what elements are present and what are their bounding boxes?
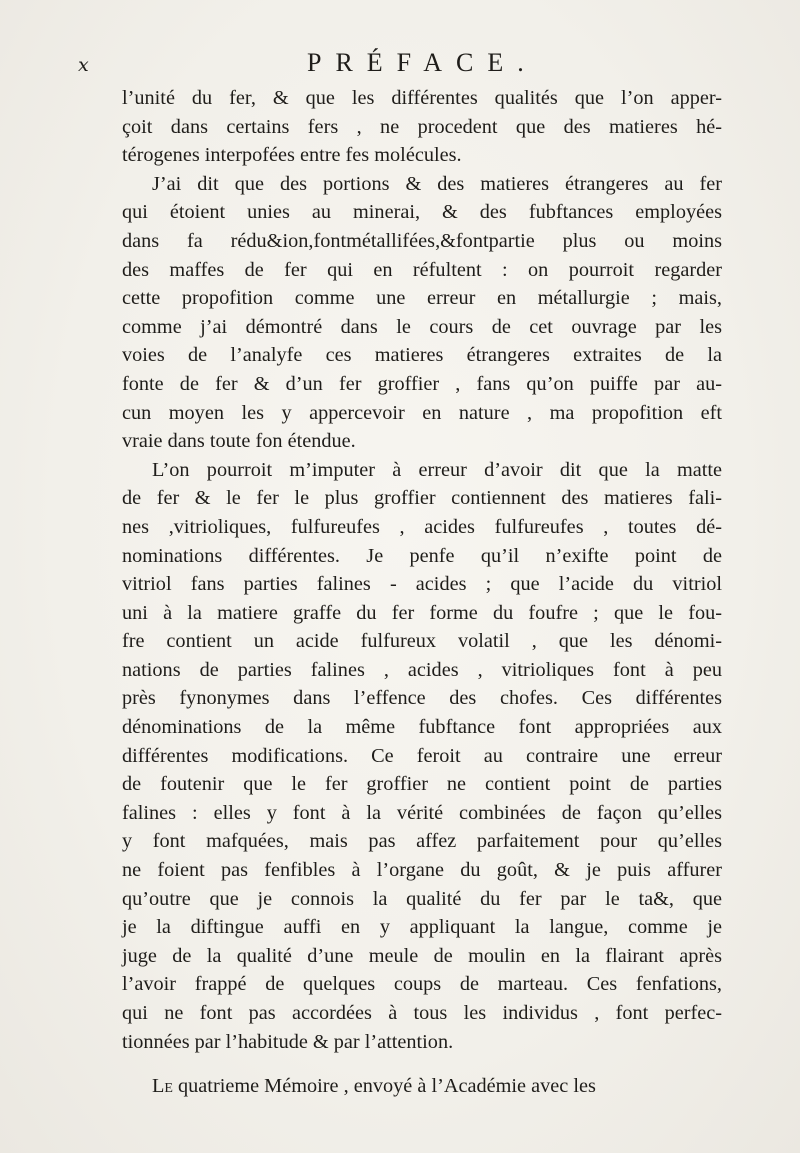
- text-line: fonte de fer & d’un fer groffier , fans qu’on puiffe par au-: [122, 372, 722, 395]
- text-line: tionnées par l’habitude & par l’attention.: [122, 1030, 454, 1053]
- text-line: l’avoir frappé de quelques coups de marteau. Ces fenfations,: [122, 973, 722, 996]
- final-line-text: quatrieme Mémoire , envoyé à l’Académie avec les: [172, 1075, 596, 1098]
- text-line: J’ai dit que des portions & des matieres étrangeres au fer: [152, 172, 722, 195]
- text-line: falines : elles y font à la vérité combinées de façon qu’elles: [122, 801, 722, 824]
- final-text-line: [122, 1072, 722, 1101]
- page-header: [78, 48, 738, 78]
- text-line: L’on pourroit m’imputer à erreur d’avoir dit que la matte: [152, 458, 722, 481]
- text-line: nations de parties falines , acides , vitrioliques font à peu: [122, 658, 722, 681]
- text-line: qui étoient unies au minerai, & des fubftances employées: [122, 201, 722, 224]
- text-line: dans fa rédu&ion,fontmétallifées,&fontpartie plus ou moins: [122, 229, 722, 252]
- text-line: ne foient pas fenfibles à l’organe du goût, & je puis affurer: [122, 859, 722, 882]
- text-line: près fynonymes dans l’effence des chofes. Ces différentes: [122, 687, 722, 710]
- text-line: fre contient un acide fulfureux volatil , que les dénomi-: [122, 630, 722, 653]
- body-text: [122, 84, 722, 1101]
- text-line: juge de la qualité d’une meule de moulin en la flairant après: [122, 944, 722, 967]
- text-line: térogenes interpofées entre fes molécules.: [122, 144, 462, 167]
- text-line: nominations différentes. Je penfe qu’il n’exifte point de: [122, 544, 722, 567]
- text-line: de fer & le fer le plus groffier contiennent des matieres fali-: [122, 487, 722, 510]
- text-line: des maffes de fer qui en réfultent : on pourroit regarder: [122, 258, 722, 281]
- text-line: qui ne font pas accordées à tous les individus , font perfec-: [122, 1002, 722, 1024]
- text-line: cun moyen les y appercevoir en nature , ma propofition eft: [122, 401, 722, 424]
- text-line: çoit dans certains fers , ne procedent que des matieres hé-: [122, 115, 722, 138]
- text-line: différentes modifications. Ce feroit au contraire une erreur: [122, 744, 722, 767]
- text-line: de foutenir que le fer groffier ne contient point de parties: [122, 773, 722, 796]
- text-line: vraie dans toute fon étendue.: [122, 430, 356, 453]
- text-line: uni à la matiere graffe du fer forme du foufre ; que le fou-: [122, 601, 722, 624]
- text-line: l’unité du fer, & que les différentes qualités que l’on apper-: [122, 87, 722, 109]
- text-line: y font mafquées, mais pas affez parfaitement pour qu’elles: [122, 830, 722, 853]
- text-line: comme j’ai démontré dans le cours de cet ouvrage par les: [122, 315, 722, 338]
- text-line: cette propofition comme une erreur en métallurgie ; mais,: [122, 287, 722, 310]
- text-line: nes ,vitrioliques, fulfureufes , acides fulfureufes , toutes dé-: [122, 515, 722, 538]
- text-line: dénominations de la même fubftance font appropriées aux: [122, 716, 722, 739]
- small-caps-lead: Le: [152, 1075, 173, 1098]
- page-number: x: [78, 54, 90, 76]
- text-line: je la diftingue auffi en y appliquant la langue, comme je: [122, 916, 722, 939]
- text-line: voies de l’analyfe ces matieres étrangeres extraites de la: [122, 344, 722, 367]
- text-line: vitriol fans parties falines - acides ; que l’acide du vitriol: [122, 573, 722, 596]
- running-title: PRÉFACE.: [307, 48, 538, 77]
- text-line: qu’outre que je connois la qualité du fer par le ta&, que: [122, 887, 722, 910]
